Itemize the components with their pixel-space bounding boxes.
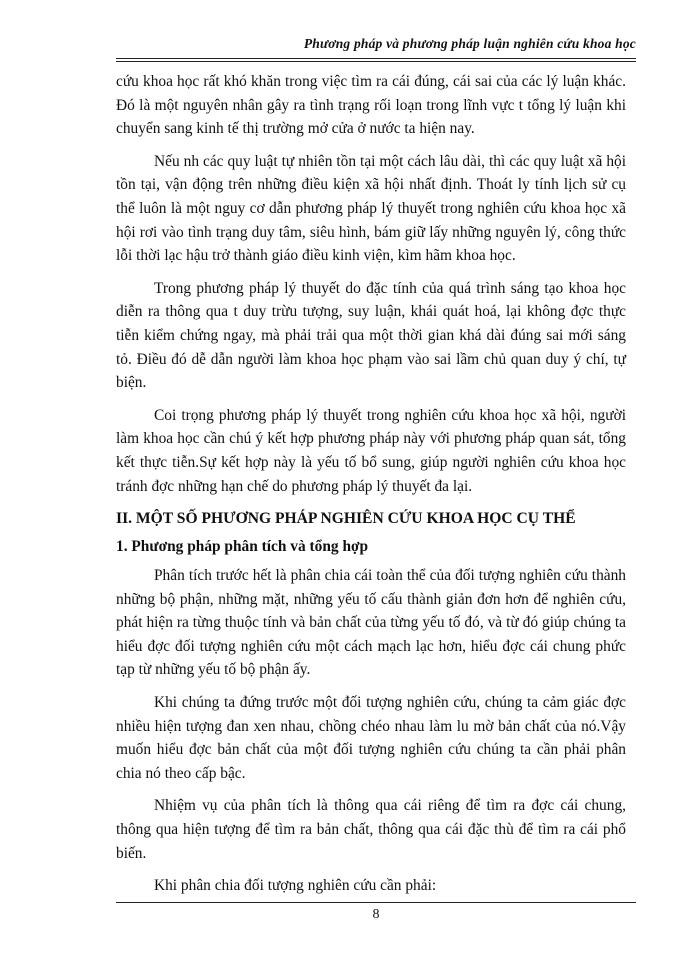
page-number: 8 — [372, 907, 380, 922]
paragraph: Coi trọng phương pháp lý thuyết trong nghiên cứu khoa học xã hội, người làm khoa học cần chú ý kết hợp phương pháp này với phương pháp quan sát, tổng kết thực tiễn.Sự kết hợp này là yếu tố bổ sung, giúp người nghiên cứu khoa học tránh đợc những hạn chế do phương pháp lý thuyết đa lại. — [116, 406, 626, 495]
header-rule-thin — [116, 61, 636, 62]
subsection-heading: 1. Phương pháp phân tích và tổng hợp — [116, 538, 369, 556]
header-rule — [116, 58, 636, 59]
running-header: Phương pháp và phương pháp luận nghiên cứu khoa học — [303, 36, 636, 51]
paragraph: Trong phương pháp lý thuyết do đặc tính của quá trình sáng tạo khoa học diễn ra thông qua t duy trừu tượng, suy luận, khái quát hoá, lại không đợc thực tiễn kiểm chứng ngay, mà phải trải qua một thời gian khá dài đúng sai mới sáng tỏ. Điều đó dễ dẫn người làm khoa học phạm vào sai lầm chủ quan duy ý chí, tự biện. — [116, 279, 626, 392]
paragraph: Khi phân chia đối tượng nghiên cứu cần phải: — [154, 877, 437, 895]
paragraph: Phân tích trước hết là phân chia cái toàn thể của đối tượng nghiên cứu thành những bộ phận, những mặt, những yếu tố cấu thành giản đơn hơn để nghiên cứu, phát hiện ra từng thuộc tính và bản chất của từng yếu tố đó, và từ đó giúp chúng ta hiểu đợc đối tượng nghiên cứu một cách mạch lạc hơn, hiểu đợc cái chung phức tạp từ những yếu tố bộ phận ấy. — [116, 567, 626, 679]
paragraph: Nhiệm vụ của phân tích là thông qua cái riêng để tìm ra đợc cái chung, thông qua hiện tượng để tìm ra bản chất, thông qua cái đặc thù để tìm ra cái phổ biến. — [116, 797, 626, 862]
footer-rule — [116, 902, 636, 903]
section-heading: II. MỘT SỐ PHƯƠNG PHÁP NGHIÊN CỨU KHOA HỌC CỤ THỂ — [116, 510, 576, 528]
paragraph: Nếu nh các quy luật tự nhiên tồn tại một cách lâu dài, thì các quy luật xã hội tồn tại, vận động trên những điều kiện xã hội nhất định. Thoát ly tính lịch sử cụ thể luôn là một nguy cơ dẫn phương pháp lý thuyết trong nghiên cứu khoa học xã hội rơi vào tình trạng duy tâm, siêu hình, bám giữ lấy những nguyên lý, công thức lỗi thời lạc hậu trở thành giáo điều kinh viện, kìm hãm khoa học. — [116, 152, 626, 265]
paragraph: cứu khoa học rất khó khăn trong việc tìm ra cái đúng, cái sai của các lý luận khác. Đó là một nguyên nhân gây ra tình trạng rối loạn trong lĩnh vực t tổng lý luận khi chuyển sang kinh tế thị trường mở cửa ở nước ta hiện nay. — [116, 73, 626, 138]
paragraph: Khi chúng ta đứng trước một đối tượng nghiên cứu, chúng ta cảm giác đợc nhiều hiện tượng đan xen nhau, chồng chéo nhau làm lu mờ bản chất của nó.Vậy muốn hiểu đợc bản chất của một đối tượng nghiên cứu chúng ta cần phải phân chia nó theo cấp bậc. — [116, 694, 626, 782]
page-body — [116, 70, 626, 907]
